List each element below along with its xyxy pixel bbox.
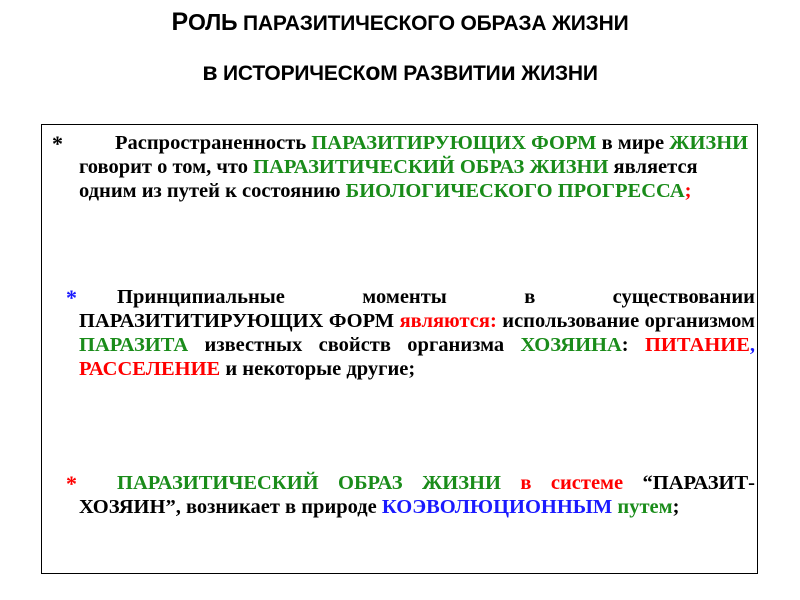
- p1-text: в мире: [596, 132, 670, 154]
- p1-highlight: БИОЛОГИЧЕСКОГО ПРОГРЕССА: [345, 180, 685, 202]
- title-text: ЖИЗНИ: [515, 62, 598, 85]
- p2-punct: ,: [749, 334, 756, 356]
- p2-text: Принципиальные моменты в существовании ПАРАЗИТИТИРУЮЩИХ ФОРМ: [79, 286, 755, 332]
- p2-highlight: ХОЗЯИНА: [520, 334, 622, 356]
- title-text: ОЛЬ: [188, 9, 238, 35]
- p2-text: :: [621, 334, 645, 356]
- p3-highlight: в системе: [500, 472, 624, 494]
- p2-text: использование организмом: [496, 310, 755, 332]
- p2-highlight: ПАРАЗИТА: [79, 334, 189, 356]
- content-box: [41, 124, 758, 574]
- p1-highlight: ЖИЗНИ: [669, 132, 749, 154]
- paragraph-1: [79, 131, 759, 203]
- title-letter: Р: [171, 8, 188, 36]
- title-text: ПАРАЗИТИЧЕСКОГО ОБРАЗА ЖИЗНИ: [237, 12, 629, 35]
- p3-highlight: путем: [612, 496, 673, 518]
- slide-title-line-2: [0, 58, 800, 87]
- p1-text: является одним из путей к состоянию: [79, 156, 698, 202]
- p1-text: Распространенность: [115, 132, 312, 154]
- title-letter: и: [500, 58, 516, 86]
- bullet-2: *: [66, 285, 77, 310]
- p2-highlight: ПИТАНИЕ: [644, 334, 750, 356]
- p1-punct: ;: [684, 180, 692, 202]
- p3-highlight: ПАРАЗИТИЧЕСКИЙ ОБРАЗ ЖИЗНИ: [117, 472, 501, 494]
- p1-highlight: ПАРАЗИТИЧЕСКИЙ ОБРАЗ ЖИЗНИ: [253, 156, 609, 178]
- p1-highlight: ПАРАЗИТИРУЮЩИХ ФОРМ: [311, 132, 597, 154]
- p3-highlight: КОЭВОЛЮЦИОННЫМ: [381, 496, 613, 518]
- p2-highlight: РАССЕЛЕНИЕ: [79, 358, 221, 380]
- paragraph-2: [79, 285, 755, 381]
- slide-title-line-1: [0, 8, 800, 37]
- p2-text: известных свойств организма: [188, 334, 521, 356]
- title-text: ИСТОРИЧЕСК: [217, 62, 366, 85]
- title-text: М РАЗВИТИ: [380, 62, 501, 85]
- p2-highlight: являются:: [399, 310, 497, 332]
- title-letter: о: [365, 58, 381, 86]
- bullet-3: *: [66, 471, 77, 496]
- p3-text: “ПАРАЗИТ-ХОЗЯИН”, возникает в природе: [79, 472, 756, 518]
- p2-text: и некоторые другие;: [220, 358, 416, 380]
- title-letter: в: [202, 58, 218, 86]
- p3-punct: ;: [672, 496, 680, 518]
- p1-text: говорит о том, что: [79, 156, 254, 178]
- paragraph-3: [79, 471, 755, 519]
- bullet-1: *: [52, 131, 63, 156]
